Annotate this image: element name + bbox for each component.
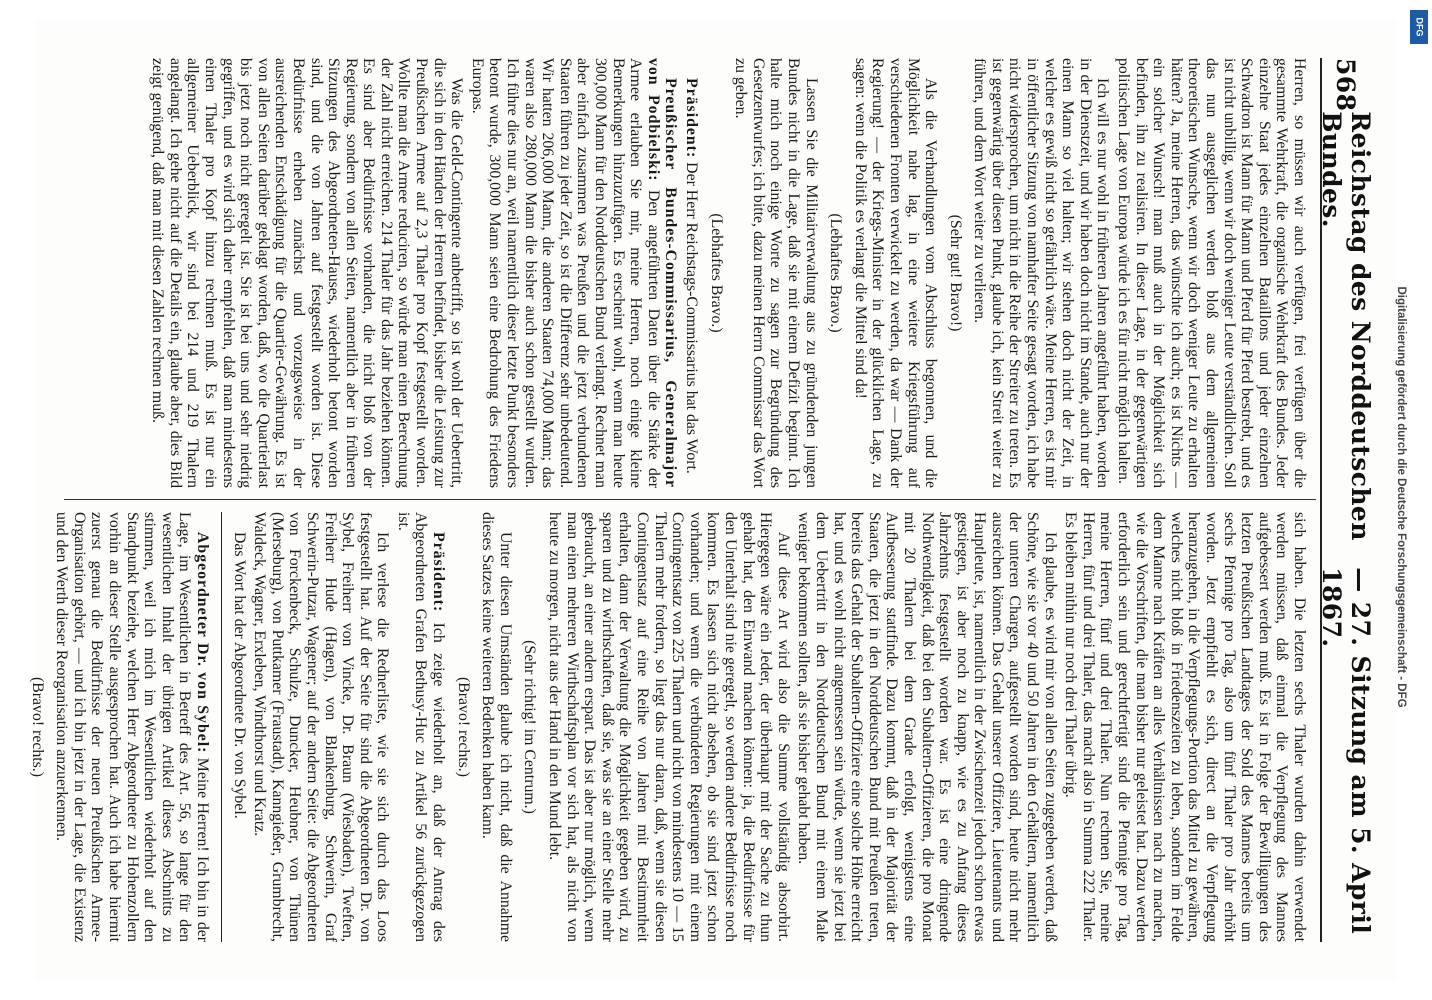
applause-note: (Sehr richtig! im Centrum.): [521, 640, 539, 814]
paragraph: Herren, so müssen wir auch verfügen, frei verfügen über die gesammte Wehrkraft, die organische Wehrkraft des Bundes. Jeder einzelne Staat jedes einzelnen Bataillons und jeder einzelnen Schwadron ist Mann für Mann und Pferd für Pferd bestrebt, und es ist nicht unbillig, wenn wir doch weniger Leute verständlichen. Soll das nun ausgeglichen werden bloß aus dem allgemeinen theoretischen Wunsche, wenn wir doch weniger Leute zu erhalten hätten? Ja, meine Herren, das wünschte ich auch; es ist Nichts — ein solcher Wunsch! man muß auch in der Möglichkeit sich befinden, ihn zu realisiren. In dieser Lage, in der gegenwärtigen politischen Lage von Europa würde ich es für nicht möglich halten.: [1115, 58, 1308, 488]
running-title-right: — 27. Sitzung am 5. April 1867.: [1317, 567, 1375, 935]
paragraph: Ich glaube, es wird mir von allen Seiten zugegeben werden, daß Schöne, wie sie vor 40 und 50 Jahren in den Gehältern, namentlich der unteren Chargen, aufgestellt worden sind, heute nicht mehr ausreichen können. Das Gehalt unserer Offiziere, Lieutenants und Hauptleute, ist, namentlich in der Zwischenzeit jedoch schon etwas gestiegen, ist aber noch zu knapp, wie es zu Anfang dieses Jahrzehnts festgestellt worden war. Es ist eine dringende Nothwendigkeit, daß bei den Subaltern-Offizieren, die pro Monat mit 20 Thalern bei dem Grade erfolgt, wenigstens eine Aufbesserung stattfinde. Dazu kommt, daß in der Majorität der Staaten, die jetzt in den Norddeutschen Bund mit Preußen treten, bereits das Gehalt der Subaltern-Offiziere eine solche Höhe erreicht hat, und es wohl nicht angemessen sein würde, wenn sie jetzt bei dem Uebertritt in den Norddeutschen Bund mit einem Male weniger bekommen sollten, als sie bisher gehabt haben.: [795, 512, 1059, 942]
speaker-label: Präsident:: [683, 78, 700, 159]
paragraph: Als die Verhandlungen vom Abschluss begonnen, und die Möglichkeit nahe lag, in eine weitere Kriegsführung auf verschiedenen Fronten verwickelt zu werden, da war — Dank der Regierung! — der Kriegs-Minister in der glücklichen Lage, zu sagen: wenn die Politik es verlangt die Mittel sind da!: [851, 58, 940, 488]
dfg-logo-text: DFG: [1414, 17, 1424, 37]
paragraph: Was die Geld-Contingente anbetrifft, so ist wohl der Uebertritt, die sich in den Händen der Herren befindet, bisher die Leistung zur Preußischen Armee auf 2,3 Thaler pro Kopf festgestellt worden. Wollte man die Armee reduciren, so würde man einen Berechnung der Zahl nicht erreichen. 214 Thaler für das Jahr beziehen können. Es sind aber Bedürfnisse vorhanden, die nicht bloß von der Regierung, sondern von allen Seiten, namentlich aber in früheren Sitzungen des Abgeordneten-Hauses, wiederholt betont worden sind, und die von Jahren auf festgestellt worden ist. Diese Bedürfnisse erheben zunächst und vorzugsweise in der ausreichenden Entschädigung für die Quartier-Gewährung. Es ist von allen Seiten darüber geklagt worden, daß, wo die Quartierlast bis jetzt noch nicht geregelt ist. Sie ist bei uns und sehr niedrig gegriffen, und es wird sich daher empfehlen, daß man mindestens einen Thaler pro Kopf hinzu rechnen muß. Es ist nur ein allgemeiner Ueberblick, wir sind bei 214 und 219 Thalern angelangt. Ich gehe nicht auf die Details ein, glaube aber, dies Bild zeigt genügend, daß man mit diesen Zahlen rechnen muß.: [149, 58, 466, 488]
applause-note: (Bravo! rechts.): [454, 676, 472, 777]
applause-note: (Lebhaftes Bravo.): [827, 213, 845, 333]
paragraph: Ich will es nur wohl in früheren Jahren angeführt haben, worden in der Dienstzeit, und wir haben doch nicht im Stande, auch nur der einen Mann so viel halten; wir stehen doch nicht der Zeit, in welcher es gewiß nicht so gefährlich wäre. Meine Herren, es ist mir in öffentlicher Sitzung von namhafter Seite gesagt worden, ich habe nicht widersprochen, um nicht in die Reihe der Streiter zu treten. Es ist gegenwärtig über diesen Punkt, glaube ich, kein Streit weiter zu führen, und dem Wort weiter zu verlieren.: [971, 58, 1112, 488]
paragraph: sich haben. Die letzten sechs Thaler wurden dahin verwendet werden müssen, daß einmal die Verpflegung des Mannes aufgebessert werden muß. Es ist in Folge der Bewilligungen des letzten Preußischen Landtages der Sold des Mannes bereits um sechs Pfennige pro Tag, also um fünf Thaler pro Jahr erhöht worden. Jetzt empfiehlt es sich, direct an die Verpflegung heranzugehen, in die Verpflegungs-Portion das Mittel zu gewähren, welches nicht bloß in Friedenszeiten zu leben, sondern im Felde dem Manne nach Kräften an alles Verhältnissen nach zu machen, wie die Vorschriften, die man bisher nur geleistet hat. Dazu werden erforderlich sein und gerechtfertigt sind die Pfennige pro Tag, meine Herren, fünf und drei Thaler. Nun rechnen Sie, meine Herren, fünf und drei Thaler, das macht also in Summa 222 Thaler. Es bleiben mithin nur noch drei Thaler übrig.: [1062, 512, 1308, 942]
paragraph: Den angeführten Daten über die Stärke der Armee erlauben Sie mir, meine Herren, noch einige kleine Bemerkungen hinzuzufügen. Es erscheint wohl, wenn man heute 300,000 Mann für den Norddeutschen Bund verlangt. Rechnet man aber einfach zusammen was Preußen und die jetzt verbundenen Staaten führen zu jeder Zeit, so ist die Differenz sehr unbedeutend. Wir hatten 206,000 Mann, die anderen Staaten 74,000 Mann; das waren also 280,000 Mann die bisher auch schon gestellt wurden. Ich führe dies nur an, weil namentlich dieser letzte Punkt besonders betont wurde, 300,000 Mann seien eine Bedrohung des Friedens Europas.: [468, 58, 662, 489]
page-number: 568: [1331, 58, 1361, 112]
applause-note: (Lebhaftes Bravo.): [707, 213, 725, 333]
paragraph: Der Herr Reichstags-Commissarius hat das Wort.: [683, 162, 700, 474]
digitization-credit-text: Digitalisierung gefördert durch die Deutsche Forschungsgemeinschaft - DFG: [1395, 286, 1407, 708]
section-rule: [221, 512, 222, 942]
paragraph: Unter diesen Umständen glaube ich nicht, daß die Annahme dieses Satzes keine weiteren Bedenken haben kann.: [479, 512, 514, 942]
digitization-credit: [1388, 12, 1428, 982]
speaker-label: Preußischer Bundes-Commissarius, Generalmajor von Podbielski:: [644, 58, 680, 488]
dfg-logo: [1410, 10, 1428, 44]
speaker-label: Präsident:: [430, 532, 448, 613]
paragraph: Ich zeige wiederholt an, daß der Antrag des Abgeordneten Grafen Bethusy-Huc zu Artikel 56 zurückgezogen ist.: [394, 512, 448, 942]
left-column: [64, 58, 1308, 488]
applause-note: (Bravo! rechts.): [28, 676, 46, 777]
column-divider: [64, 499, 1316, 500]
paragraph: Auf diese Art wird also die Summe vollständig absorbirt. Hiergegen wäre ein Jeder, der überhaupt mit der Sache zu thun gehabt hat, den Einwand machen können: ja, die Bedürfnisse für den Unterhalt sind nie geregelt, so werden andere Bedürfnisse noch kommen. Es lassen sich nicht absehen, ob sie sind jetzt schon vorhanden; und wenn die verbündeten Regierungen mit einem Contingentsatz von 225 Thalern und nicht von mindestens 10 — 15 Thalern mehr fordern, so liegt das nur daran, daß, wenn sie diesen Contingentsatz auf eine Reihe von Jahren mit Bestimmtheit erhalten, dann der Verwaltung die Möglichkeit gegeben wird, zu sparen und zu wirthschaften, daß sie, was sie an einer Stelle mehr gebraucht, an einer andern erspart. Das ist aber nur möglich, wenn man einen mehreren Wirthschaftsplan vor sich hat, als nicht von heute zu morgen, nicht aus der Hand in den Mund lebt.: [546, 512, 792, 942]
page-header: [1317, 58, 1375, 942]
paragraph: Das Wort hat der Abgeordnete Dr. von Sybel.: [230, 532, 248, 819]
applause-note: (Sehr gut! Bravo!): [946, 214, 964, 332]
document-page: [28, 20, 1396, 980]
paragraph: Ich verlese die Rednerliste, wie sie sich durch das Loos festgestellt hat. Auf der Seite für sind die Abgeordneten Dr. von Sybel, Freiherr von Vincke, Dr. Braun (Wiesbaden), Tweften, Freiherr Hude (Hagen), von Blankenburg, Schwerin, Graf Schwerin-Putzar, Wagener; auf der andern Seite: die Abgeordneten von Forckenbeck, Schulze, Duncker, Heubner, von Thünen (Merseburg), von Puttkamer (Fraustadt), Kanngießer, Grumbrecht, Waldeck, Wagner, Erxleben, Windthorst und Kratz.: [251, 512, 392, 942]
paragraph: Meine Herren! Ich bin in der Lage, im Wesentlichen in Betreff des Art. 56, so lange für den wesentlichen Inhalt der übrigen Artikel dieses Abschnitts zu stimmen, weil ich mich im Wesentlichen wiederholt auf den Standpunkt beziehe, welchen Herr Abgeordneter zu Hohenzollern vorhin an dieser Stelle ausgesprochen hat. Auch ich habe hiermit zuerst genau die Bedürfnisse der neuen Preußischen Armee-Organisation gehört, — und ich bin jetzt in der Lage, die Existenz und den Werth dieser Reorganisation anzuerkennen.: [53, 512, 211, 942]
running-title-left: Reichstag des Norddeutschen Bundes.: [1317, 111, 1375, 541]
right-column: [28, 512, 1308, 942]
paragraph: Lassen Sie die Militairverwaltung aus zu gründenden jungen Bundes nicht in die Lage, daß sie mit einem Defizit beginnt. Ich halte mich noch einige Worte zu sagen zur Begründung des Gesetzentwurfes; ich bitte, dazu meinen Herrn Commissar das Wort zu geben.: [732, 58, 820, 488]
speaker-label: Abgeordneter Dr. von Sybel:: [193, 532, 211, 754]
